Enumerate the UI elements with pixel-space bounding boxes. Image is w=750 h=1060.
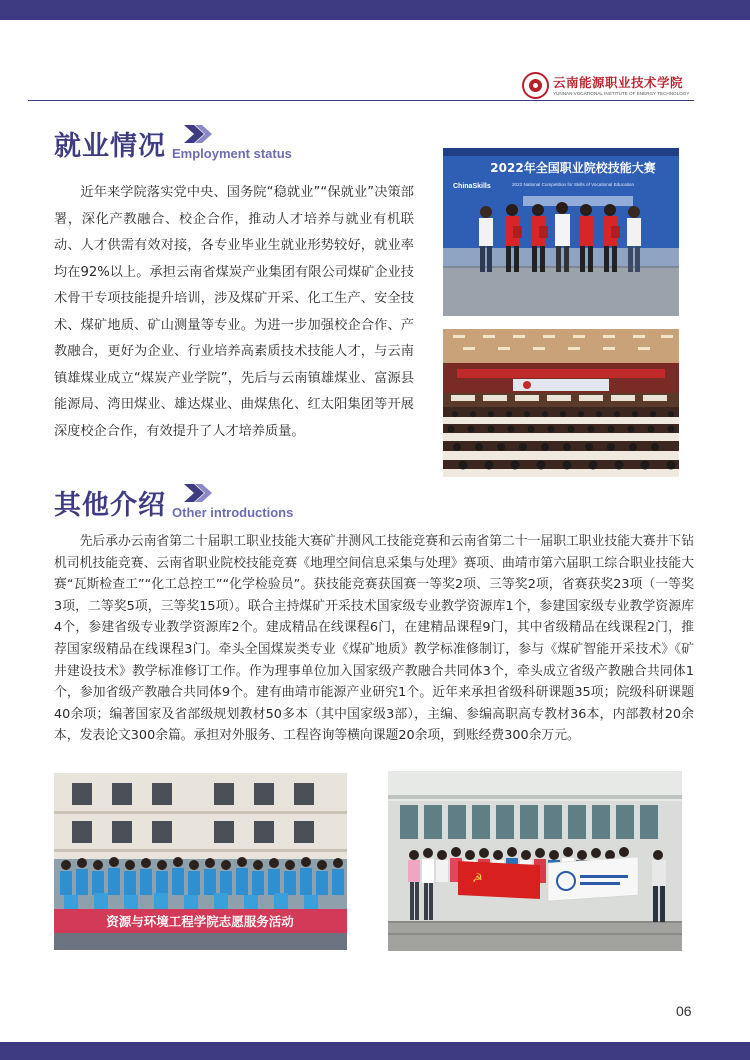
bottom-banner-bar [0, 1042, 750, 1060]
volunteer-activity-photo [54, 773, 347, 950]
meeting-hall-photo [443, 329, 679, 477]
employment-section-title [54, 131, 292, 163]
other-paragraph: 先后承办云南省第二十届职工职业技能大赛矿井测风工技能竞赛和云南省第二十一届职工职业技能大赛井下钻机司机技能竞赛、云南省职业院校技能竞赛《地理空间信息采集与处理》赛项、曲靖市第六届职工综合职业技能大赛“瓦斯检查工”“化工总控工”“化学检验员”。获技能竞赛获国赛一等奖2项、三等奖2项，省赛获奖23项（一等奖3项，二等奖5项，三等奖15项）。联合主持煤矿开采技术国家级专业教学资源库1个，参建国家级专业教学资源库4个，参建省级专业教学资源库2个。建成精品在线课程6门，在建精品课程9门，其中省级精品在线课程2门，推荐国家级精品在线课程3门。牵头全国煤炭类专业《煤矿地质》教学标准修制订，参与《煤矿智能开采技术》《矿井建设技术》教学标准修订工作。作为理事单位加入国家级产教融合共同体3个，牵头成立省级产教融合共同体1个，参加省级产教融合共同体9个。建有曲靖市能源产业研究1个。近年来承担省级科研课题35项；院级科研课题40余项；编著国家及省部级规划教材50多本（其中国家级3部），主编、参编高职高专教材36本，内部教材20余本，发表论文300余篇。承担对外服务、工程咨询等横向课题20余项，到账经费300余万元。 [54, 534, 694, 744]
logo-english-name: YUNNAN VOCATIONAL INSTITUTE OF ENERGY TECHNOLOGY [553, 91, 690, 96]
employment-title-cn: 就业情况 [54, 131, 166, 162]
chevron-right-icon [184, 125, 214, 143]
other-title-cn: 其他介绍 [54, 490, 166, 521]
other-section-title [54, 490, 293, 522]
svg-text:☭: ☭ [472, 871, 483, 885]
competition-photo [443, 148, 679, 316]
college-logo [522, 72, 692, 100]
competition-banner-title: 2022年全国职业院校技能大赛 [490, 161, 656, 175]
chevron-right-icon [184, 484, 214, 502]
header-divider [28, 100, 694, 101]
college-seal-icon [522, 72, 549, 99]
volunteer-banner-text: 资源与环境工程学院志愿服务活动 [106, 914, 294, 929]
employment-paragraph: 近年来学院落实党中央、国务院“稳就业”“保就业”决策部署，深化产教融合、校企合作，推动人才培养与就业有机联动、人才供需有效对接，各专业毕业生就业形势较好，就业率均在92%以上。承担云南省煤炭产业集团有限公司煤矿企业技术骨干专项技能提升培训，涉及煤矿开采、化工生产、安全技术、煤矿地质、矿山测量等专业。为进一步加强校企合作、产教融合，更好为企业、行业培养高素质技术技能人才，与云南镇雄煤业成立“煤炭产业学院”，先后与云南镇雄煤业、富源县能源局、湾田煤业、雄达煤业、曲煤焦化、红太阳集团等开展深度校企合作，有效提升了人才培养质量。 [54, 185, 414, 439]
flag-group-photo [388, 771, 682, 951]
employment-title-en: Employment status [172, 146, 292, 161]
competition-brand: ChinaSkills [453, 183, 491, 190]
page-number: 06 [676, 1003, 692, 1019]
top-banner-bar [0, 0, 750, 20]
logo-chinese-name: 云南能源职业技术学院 [553, 75, 684, 90]
other-title-en: Other introductions [172, 505, 294, 520]
competition-banner-subtitle: 2022 National Competition for Skills of Vocational Education [511, 182, 635, 187]
